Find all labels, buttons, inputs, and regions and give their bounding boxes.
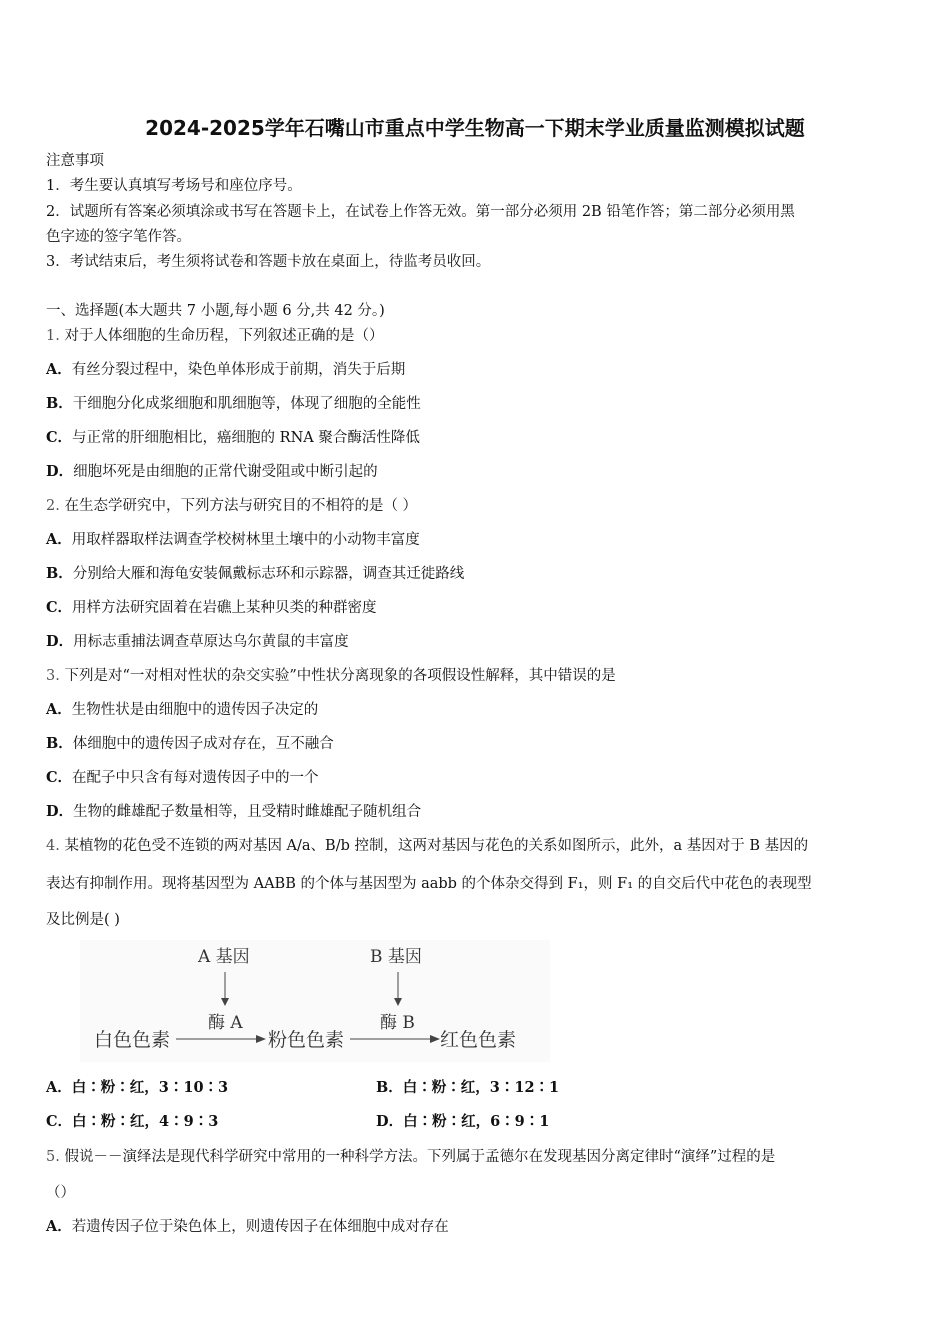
- option-d: [46, 462, 378, 482]
- notice-heading: 注意事项: [46, 153, 104, 169]
- red-pigment: 红色色素: [440, 1029, 517, 1051]
- question-stem-line: （）: [46, 1185, 75, 1201]
- option-text: 若遗传因子位于染色体上，则遗传因子在体细胞中成对存在: [71, 1219, 449, 1235]
- option-key: D．: [46, 803, 74, 820]
- enzyme-b-label: 酶 B: [380, 1013, 415, 1033]
- option-key: A．: [46, 531, 72, 548]
- question-stem: 对于人体细胞的生命历程，下列叙述正确的是（）: [64, 328, 384, 344]
- option-key: C．: [46, 769, 73, 786]
- option-key: C．: [46, 429, 73, 446]
- option-text: 有丝分裂过程中，染色单体形成于前期，消失于后期: [71, 362, 406, 378]
- option-a: [46, 700, 318, 720]
- notice-item: 3．考试结束后，考生须将试卷和答题卡放在桌面上，待监考员收回。: [46, 254, 491, 270]
- question-stem-line: 及比例是( ): [46, 912, 120, 928]
- enzyme-a-label: 酶 A: [208, 1013, 243, 1033]
- option-b: [46, 734, 334, 754]
- option-d: [376, 1112, 549, 1132]
- option-key: B．: [376, 1079, 403, 1096]
- question-number: 3.: [46, 668, 60, 684]
- question-2-stem: [46, 496, 417, 516]
- gene-a-label: A 基因: [198, 947, 250, 967]
- option-key: B．: [46, 565, 73, 582]
- option-key: D．: [46, 633, 74, 650]
- option-d: [46, 632, 349, 652]
- notice-item: 2．试题所有答案必须填涂或书写在答题卡上，在试卷上作答无效。第一部分必须用 2B 铅笔作答；第二部分必须用黑: [46, 204, 795, 220]
- option-key: B．: [46, 735, 73, 752]
- option-text: 干细胞分化成浆细胞和肌细胞等，体现了细胞的全能性: [72, 396, 421, 412]
- question-1-stem: [46, 326, 383, 346]
- option-key: D．: [46, 463, 74, 480]
- question-stem-line: 表达有抑制作用。现将基因型为 AABB 的个体与基因型为 aabb 的个体杂交得到 F₁，则 F₁ 的自交后代中花色的表现型: [46, 876, 812, 892]
- notice-item: 1．考生要认真填写考场号和座位序号。: [46, 178, 302, 194]
- option-a: [46, 530, 420, 550]
- option-text: 在配子中只含有每对遗传因子中的一个: [72, 770, 319, 786]
- option-key: D．: [376, 1113, 404, 1130]
- pink-pigment: 粉色色素: [268, 1029, 345, 1051]
- option-b: [46, 564, 464, 584]
- option-c: [46, 768, 319, 788]
- option-b: [46, 394, 421, 414]
- option-text: 白∶粉∶红，4∶9∶3: [72, 1113, 219, 1130]
- question-number: 2.: [46, 498, 60, 514]
- option-text: 白∶粉∶红，3∶12∶1: [402, 1079, 560, 1096]
- question-3-stem: [46, 666, 616, 686]
- option-text: 用取样器取样法调查学校树林里土壤中的小动物丰富度: [71, 532, 420, 548]
- question-stem-line: 某植物的花色受不连锁的两对基因 A/a、B/b 控制，这两对基因与花色的关系如图所示，此外，a 基因对于 B 基因的: [64, 838, 809, 854]
- option-key: C．: [46, 1113, 73, 1130]
- section-heading: 一、选择题(本大题共 7 小题,每小题 6 分,共 42 分。): [46, 303, 385, 319]
- option-text: 用样方法研究固着在岩礁上某种贝类的种群密度: [72, 600, 377, 616]
- option-text: 白∶粉∶红，6∶9∶1: [403, 1113, 550, 1130]
- page-title: 2024-2025学年石嘴山市重点中学生物高一下期末学业质量监测模拟试题: [145, 116, 805, 140]
- option-b: [376, 1078, 559, 1098]
- question-stem: 下列是对“一对相对性状的杂交实验”中性状分离现象的各项假设性解释，其中错误的是: [64, 668, 616, 684]
- option-key: A．: [46, 701, 72, 718]
- option-text: 生物性状是由细胞中的遗传因子决定的: [71, 702, 319, 718]
- option-text: 细胞坏死是由细胞的正常代谢受阻或中断引起的: [73, 464, 378, 480]
- option-key: C．: [46, 599, 73, 616]
- question-5-stem: [46, 1147, 775, 1167]
- option-text: 体细胞中的遗传因子成对存在，互不融合: [72, 736, 334, 752]
- option-a: [46, 1078, 228, 1098]
- option-d: [46, 802, 421, 822]
- option-key: A．: [46, 1079, 72, 1096]
- notice-item: 色字迹的签字笔作答。: [46, 229, 191, 245]
- option-a: [46, 360, 405, 380]
- question-4-stem: [46, 836, 808, 856]
- option-c: [46, 428, 420, 448]
- option-text: 与正常的肝细胞相比，癌细胞的 RNA 聚合酶活性降低: [72, 430, 420, 446]
- option-text: 用标志重捕法调查草原达乌尔黄鼠的丰富度: [73, 634, 349, 650]
- white-pigment: 白色色素: [94, 1029, 171, 1051]
- option-c: [46, 598, 377, 618]
- option-key: B．: [46, 395, 73, 412]
- option-text: 分别给大雁和海龟安装佩戴标志环和示踪器，调查其迁徙路线: [72, 566, 465, 582]
- option-key: A．: [46, 1218, 72, 1235]
- option-a: [46, 1217, 449, 1237]
- question-number: 4.: [46, 838, 60, 854]
- gene-b-label: B 基因: [370, 947, 422, 967]
- option-key: A．: [46, 361, 72, 378]
- option-text: 生物的雌雄配子数量相等，且受精时雌雄配子随机组合: [73, 804, 422, 820]
- option-c: [46, 1112, 218, 1132]
- question-number: 1.: [46, 328, 60, 344]
- gene-pathway-diagram: [80, 940, 550, 1062]
- question-stem: 在生态学研究中，下列方法与研究目的不相符的是（ ）: [64, 498, 418, 514]
- question-stem-line: 假说－－演绎法是现代科学研究中常用的一种科学方法。下列属于孟德尔在发现基因分离定律时“演绎”过程的是: [64, 1149, 776, 1165]
- question-number: 5.: [46, 1149, 60, 1165]
- option-text: 白∶粉∶红，3∶10∶3: [71, 1079, 229, 1096]
